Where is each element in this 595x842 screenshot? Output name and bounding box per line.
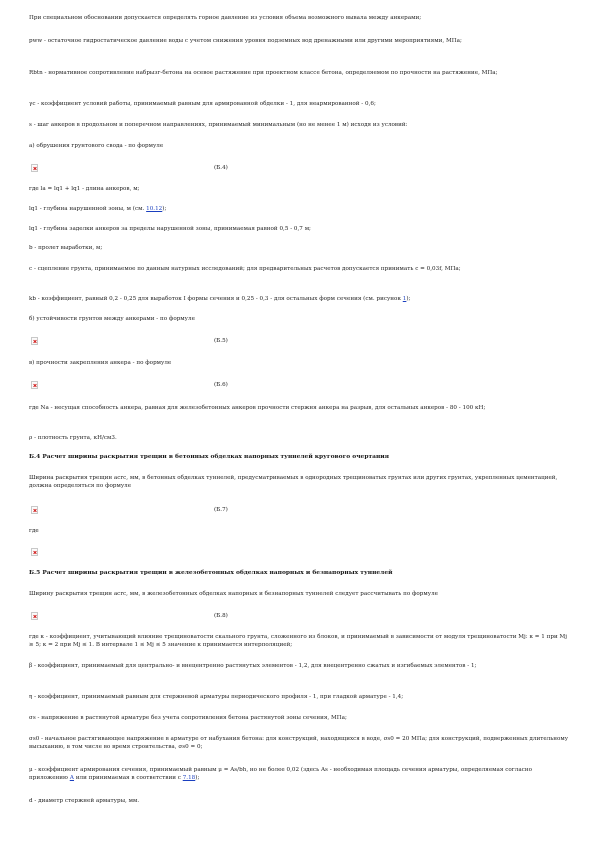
broken-image-icon: [31, 337, 38, 345]
text: );: [406, 296, 411, 302]
paragraph: При специальном обосновании допускается определять горное давление из условия объема возможного вывала между анкерами;: [29, 15, 422, 21]
text: kb - коэффициент, равный 0,2 - 0,25 для выработок I формы сечения и 0,25 - 0,3 - для остальных форм сечения (см. рисунок: [29, 296, 403, 302]
formula-number: (Б.8): [214, 613, 228, 619]
section-heading: Б.4 Расчет ширины раскрытия трещин в бетонных обделках напорных туннелей кругового очертания: [29, 453, 390, 460]
link-10-12[interactable]: 10.12: [146, 206, 163, 212]
paragraph: σs0 - начальное растягивающее напряжение в арматуре от набухания бетона: для конструкций, находящихся в воде, σs0 = 20 МПа; для конструкций, подверженных длительному высыханию, в том числе во время строительства, σs0 = 0;: [29, 736, 569, 751]
paragraph: в) прочности закрепления анкера - по формуле: [29, 360, 172, 366]
paragraph: где la = lq1 + lq1 - длина анкеров, м;: [29, 186, 140, 192]
paragraph: б) устойчивости грунтов между анкерами - по формуле: [29, 316, 195, 322]
formula-number: (Б.7): [214, 507, 228, 513]
paragraph: s - шаг анкеров в продольном и поперечном направлениях, принимаемый минимальным (но не менее 1 м) исходя из условий:: [29, 122, 408, 128]
paragraph: [29, 205, 569, 213]
paragraph: c - сцепление грунта, принимаемое по данным натурных исследований; для предварительных расчетов допускается принимать c = 0,03f, МПа;: [29, 266, 461, 272]
formula-number: (Б.6): [214, 382, 228, 388]
text: );: [195, 775, 200, 782]
paragraph: [29, 295, 569, 303]
text: μ - коэффициент армирования сечения, принимаемый равным μ = As/bh, но не более 0,02 (здесь As - необходимая площадь сечения арматуры, определяемая согласно приложению: [29, 767, 532, 782]
paragraph: β - коэффициент, принимаемый для центрально- и внецентренно растянутых элементов - 1,2, для внецентренно сжатых и изгибаемых элементов - 1;: [29, 663, 477, 669]
text: );: [162, 206, 167, 212]
formula-number: (Б.5): [214, 338, 228, 344]
paragraph: [29, 766, 569, 783]
paragraph: а) обрушения грунтового свода - по формуле: [29, 143, 164, 149]
paragraph: где κ - коэффициент, учитывающий влияние трещиноватости скального грунта, сложенного из блоков, и принимаемый в зависимости от модуля трещиноватости Mj: κ = 1 при Mj ≥ 5; κ = 2 при Mj ≤ 1. В интервале 1 ≤ Mj ≤ 5 значение κ принимается интерполяцией;: [29, 634, 568, 649]
paragraph: γc - коэффициент условий работы, принимаемый равным для армированной обделки - 1, для неармированной - 0,6;: [29, 101, 376, 107]
broken-image-icon: [31, 612, 38, 620]
formula-number: (Б.4): [214, 165, 228, 171]
link-7-18[interactable]: 7.18: [182, 775, 196, 782]
link-appendix-a[interactable]: А: [69, 775, 75, 782]
paragraph: σs - напряжение в растянутой арматуре без учета сопротивления бетона растянутой зоны сечения, МПа;: [29, 715, 347, 721]
paragraph: pww - остаточное гидростатическое давление воды с учетом снижения уровня подземных вод дренажными или другими мероприятиями, МПа;: [29, 38, 462, 44]
paragraph: где Na - несущая способность анкера, равная для железобетонных анкеров прочности стержня анкера на разрыв, для остальных анкеров - 80 - 100 кН;: [29, 405, 486, 411]
paragraph: lq1 - глубина заделки анкеров за пределы нарушенной зоны, принимаемая равной 0,5 - 0,7 м;: [29, 226, 311, 232]
text: или принимаемая в соответствии с: [74, 775, 183, 782]
paragraph: Rbtn - нормативное сопротивление набрызг-бетона на осевое растяжение при проектном классе бетона, определяемом по прочности на растяжение, МПа;: [29, 70, 498, 76]
broken-image-icon: [31, 164, 38, 172]
paragraph: η - коэффициент, принимаемый равным для стержневой арматуры периодического профиля - 1, при гладкой арматуре - 1,4;: [29, 694, 404, 700]
broken-image-icon: [31, 548, 38, 556]
paragraph: где: [29, 528, 39, 534]
link-figure-1[interactable]: 1: [402, 296, 407, 302]
paragraph: d - диаметр стержней арматуры, мм.: [29, 798, 140, 804]
paragraph: Ширину раскрытия трещин acrc, мм, в железобетонных обделках напорных и безнапорных туннелей следует рассчитывать по формуле: [29, 591, 438, 597]
text: lq1 - глубина нарушенной зоны, м (см.: [29, 206, 147, 212]
broken-image-icon: [31, 381, 38, 389]
section-heading: Б.5 Расчет ширины раскрытия трещин в железобетонных обделках напорных и безнапорных туннелей: [29, 569, 393, 576]
paragraph: Ширина раскрытия трещин acrc, мм, в бетонных обделках туннелей, предусматриваемых в однородных трещиноватых грунтах или других грунтах, укрепленных цементацией, должна определяться по формуле: [29, 475, 558, 490]
broken-image-icon: [31, 506, 38, 514]
paragraph: ρ - плотность грунта, кН/см3.: [29, 435, 117, 441]
paragraph: b - пролет выработки, м;: [29, 245, 103, 251]
